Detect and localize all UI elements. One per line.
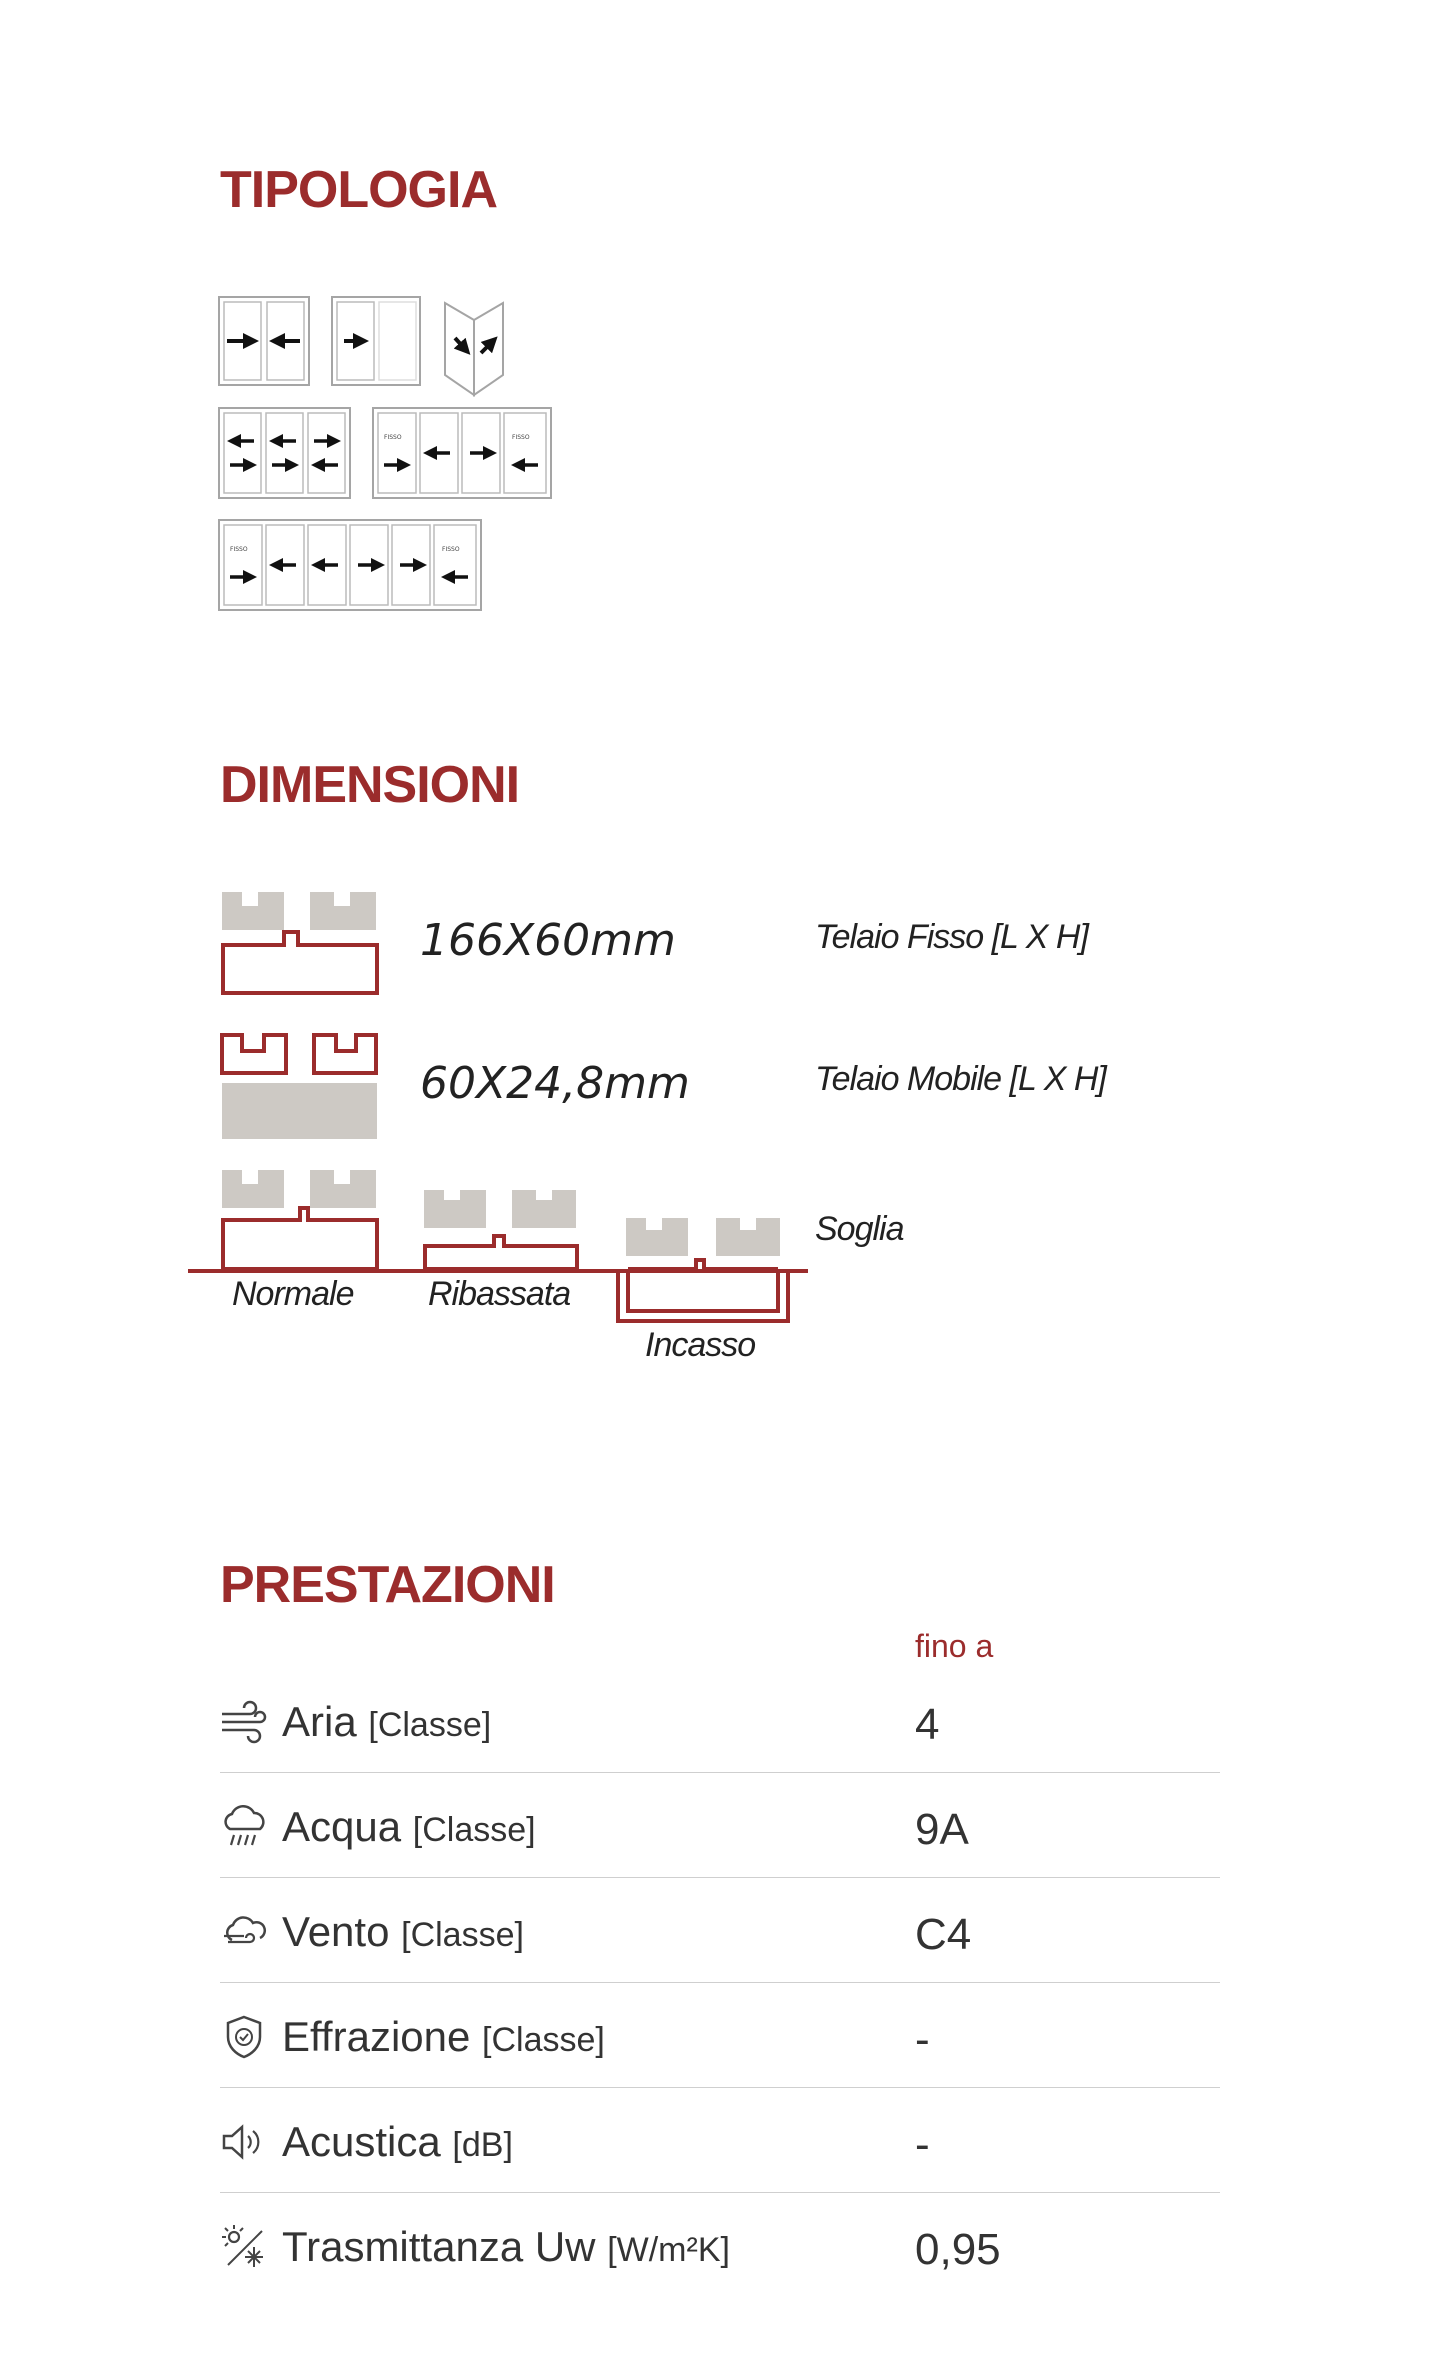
telaio-mobile-icon	[220, 1033, 380, 1141]
type-four-leaf-sliding-icon	[373, 408, 551, 498]
telaio-mobile-label: Telaio Mobile [L X H]	[815, 1060, 1106, 1098]
wind-icon	[220, 1698, 268, 1746]
perf-value-vento: C4	[915, 1910, 972, 1959]
perf-row-aria	[220, 1668, 1220, 1773]
perf-row-acqua	[220, 1773, 1220, 1878]
perf-row-effrazione	[220, 1983, 1220, 2088]
soglia-incasso-icon	[618, 1218, 788, 1321]
telaio-mobile-value: 60X24,8mm	[420, 1058, 690, 1109]
section-title-dimensioni: DIMENSIONI	[220, 756, 520, 814]
sun-snow-icon	[220, 2223, 268, 2271]
perf-row-vento	[220, 1878, 1220, 1983]
perf-name-aria: Aria [Classe]	[282, 1698, 492, 1745]
section-title-prestazioni: PRESTAZIONI	[220, 1556, 555, 1614]
perf-row-trasmittanza	[220, 2193, 1220, 2298]
soglia-normale-icon	[222, 1170, 377, 1269]
type-single-leaf-sliding-icon	[332, 297, 420, 385]
perf-value-acustica: -	[915, 2120, 930, 2169]
shield-icon	[220, 2013, 268, 2061]
soglia-ribassata-icon	[424, 1190, 577, 1269]
perf-value-aria: 4	[915, 1700, 940, 1749]
perf-value-acqua: 9A	[915, 1805, 969, 1854]
perf-row-acustica	[220, 2088, 1220, 2193]
perf-value-effrazione: -	[915, 2015, 930, 2064]
svg-text:FISSO: FISSO	[512, 434, 530, 441]
telaio-fisso-icon	[220, 890, 380, 995]
telaio-fisso-value: 166X60mm	[420, 915, 676, 966]
tipologia-diagrams	[218, 295, 563, 615]
svg-text:FISSO: FISSO	[230, 546, 248, 553]
soglia-ribassata-label: Ribassata	[428, 1275, 571, 1313]
wind-cloud-icon	[220, 1908, 268, 1956]
perf-name-vento: Vento [Classe]	[282, 1908, 524, 1955]
perf-value-trasmittanza: 0,95	[915, 2225, 1001, 2274]
speaker-icon	[220, 2118, 268, 2166]
svg-text:FISSO: FISSO	[384, 434, 402, 441]
perf-name-trasmittanza: Trasmittanza Uw [W/m²K]	[282, 2223, 730, 2270]
soglia-normale-label: Normale	[232, 1275, 354, 1313]
perf-name-effrazione: Effrazione [Classe]	[282, 2013, 605, 2060]
type-three-leaf-sliding-icon	[219, 408, 350, 498]
type-folding-icon	[445, 303, 503, 395]
section-title-tipologia: TIPOLOGIA	[220, 161, 497, 219]
soglia-incasso-label: Incasso	[645, 1326, 756, 1364]
perf-name-acustica: Acustica [dB]	[282, 2118, 513, 2165]
type-six-leaf-sliding-icon	[219, 520, 481, 610]
soglia-label: Soglia	[815, 1210, 904, 1248]
type-two-leaf-sliding-icon	[219, 297, 309, 385]
fino-a-header: fino a	[915, 1628, 994, 1664]
perf-name-acqua: Acqua [Classe]	[282, 1803, 536, 1850]
svg-text:FISSO: FISSO	[442, 546, 460, 553]
telaio-fisso-label: Telaio Fisso [L X H]	[815, 918, 1088, 956]
rain-cloud-icon	[220, 1803, 268, 1851]
